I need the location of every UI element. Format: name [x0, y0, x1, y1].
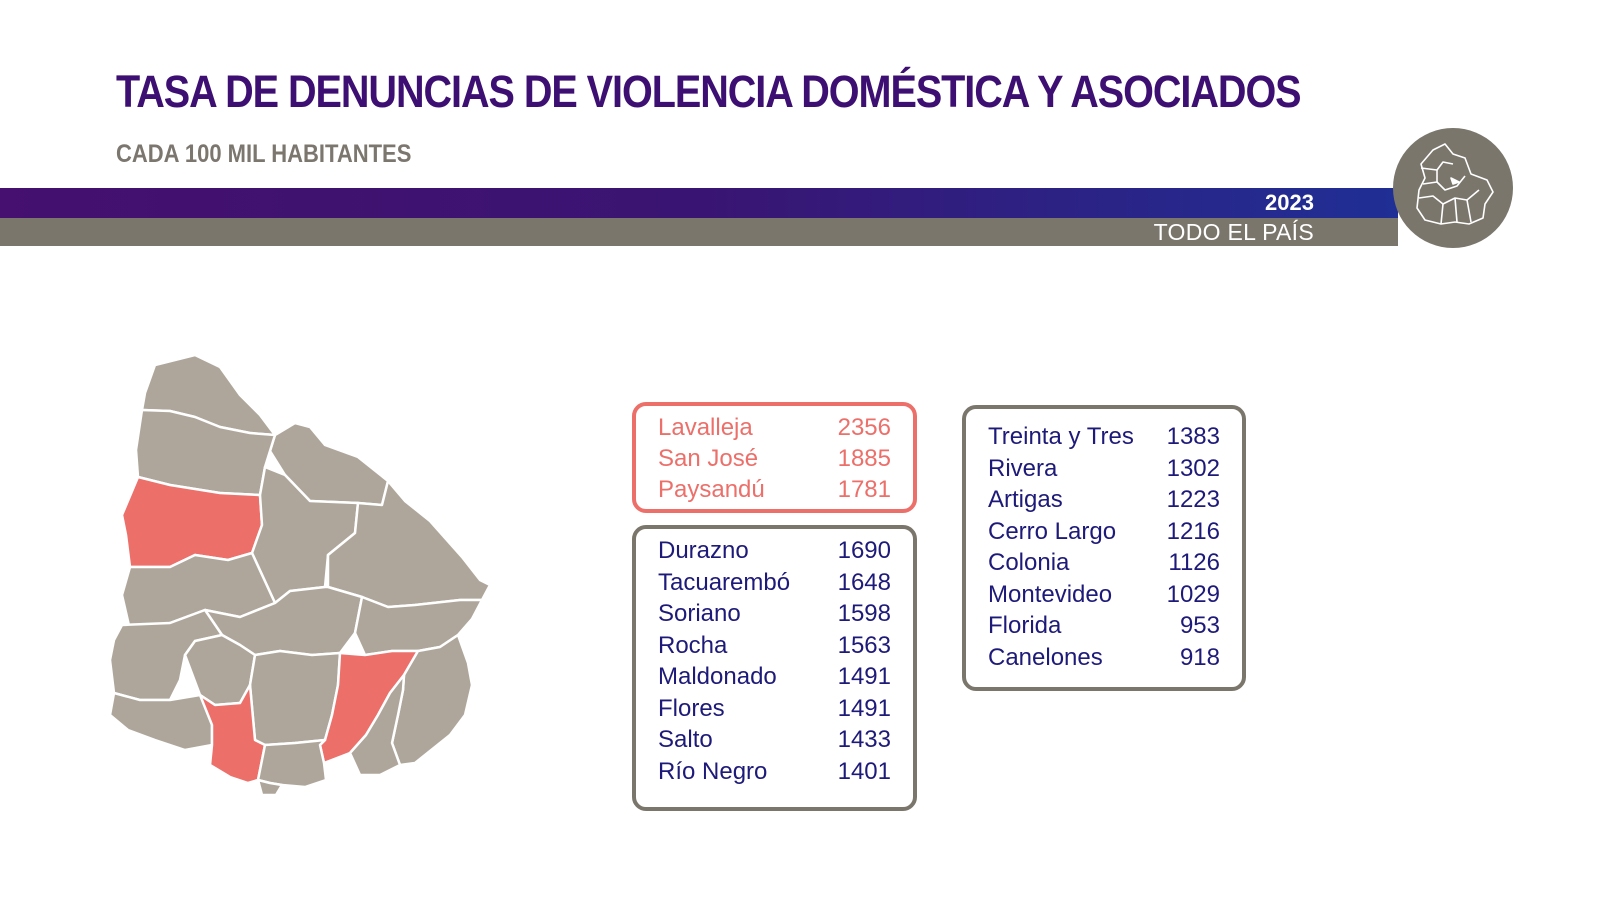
ranking-row: [658, 726, 891, 757]
map-dept-colonia[interactable]: [110, 693, 215, 750]
department-name: Maldonado: [658, 663, 777, 690]
department-rate: 1216: [1166, 517, 1220, 545]
department-rate: 918: [1179, 643, 1220, 671]
ranking-row: [988, 423, 1220, 454]
uruguay-map: [100, 355, 500, 815]
department-rate: 953: [1179, 612, 1220, 639]
department-rate: 1781: [837, 476, 891, 503]
department-rate: 1433: [837, 726, 891, 753]
country-badge: [1393, 128, 1513, 248]
department-rate: 1383: [1166, 423, 1220, 450]
header-band-purple: [0, 188, 1398, 218]
ranking-row: [988, 549, 1220, 580]
ranking-row: [658, 537, 891, 568]
department-name: Rocha: [658, 631, 728, 659]
department-rate: 1491: [837, 694, 891, 722]
ranking-row: [658, 663, 891, 694]
page-title: TASA DE DENUNCIAS DE VIOLENCIA DOMÉSTICA Y ASOCIADOS: [116, 66, 1301, 117]
ranking-row: [988, 486, 1220, 517]
department-rate: 1598: [837, 600, 891, 627]
department-name: Montevideo: [988, 580, 1113, 608]
department-rate: 1302: [1166, 454, 1220, 482]
ranking-row: [988, 581, 1220, 612]
department-rate: 1029: [1166, 580, 1220, 608]
department-name: Salto: [658, 726, 713, 753]
ranking-row: [988, 518, 1220, 549]
department-name: Cerro Largo: [988, 517, 1117, 545]
ranking-row: [658, 695, 891, 726]
department-name: Durazno: [658, 537, 749, 564]
ranking-row: [988, 644, 1220, 675]
ranking-row: [658, 758, 891, 789]
ranking-row: [658, 600, 891, 631]
department-rate: 1563: [837, 631, 891, 659]
ranking-row: [988, 455, 1220, 486]
department-name: Rivera: [988, 454, 1058, 482]
department-rate: 1223: [1166, 486, 1220, 513]
department-rate: 1690: [837, 537, 891, 564]
map-dept-canelones[interactable]: [258, 740, 326, 787]
department-name: Florida: [988, 612, 1062, 639]
middle-list-box: [632, 525, 917, 811]
ranking-row: [658, 414, 891, 445]
ranking-row: [658, 476, 891, 507]
ranking-row: [658, 569, 891, 600]
department-name: Flores: [658, 694, 725, 722]
department-rate: 2356: [837, 414, 891, 441]
department-rate: 1885: [837, 445, 891, 472]
department-name: Paysandú: [658, 476, 765, 503]
department-name: Tacuarembó: [658, 568, 791, 596]
department-rate: 1126: [1168, 549, 1220, 576]
department-rate: 1401: [837, 757, 891, 785]
ranking-row: [658, 632, 891, 663]
department-name: San José: [658, 445, 759, 472]
department-rate: 1648: [837, 568, 891, 596]
top3-box: [632, 402, 917, 513]
department-name: Soriano: [658, 600, 741, 627]
scope-label: TODO EL PAÍS: [1153, 219, 1314, 245]
year-label: 2023: [1265, 190, 1314, 215]
department-rate: 1491: [837, 663, 891, 690]
page-subtitle: CADA 100 MIL HABITANTES: [116, 140, 412, 168]
ranking-row: [988, 612, 1220, 643]
department-name: Canelones: [988, 643, 1103, 671]
department-name: Lavalleja: [658, 414, 753, 441]
department-name: Río Negro: [658, 757, 768, 785]
department-name: Colonia: [988, 549, 1070, 576]
department-name: Artigas: [988, 486, 1063, 513]
ranking-row: [658, 445, 891, 476]
right-list-box: [962, 405, 1246, 691]
country-outline-icon: [1393, 128, 1513, 248]
department-name: Treinta y Tres: [988, 423, 1134, 450]
